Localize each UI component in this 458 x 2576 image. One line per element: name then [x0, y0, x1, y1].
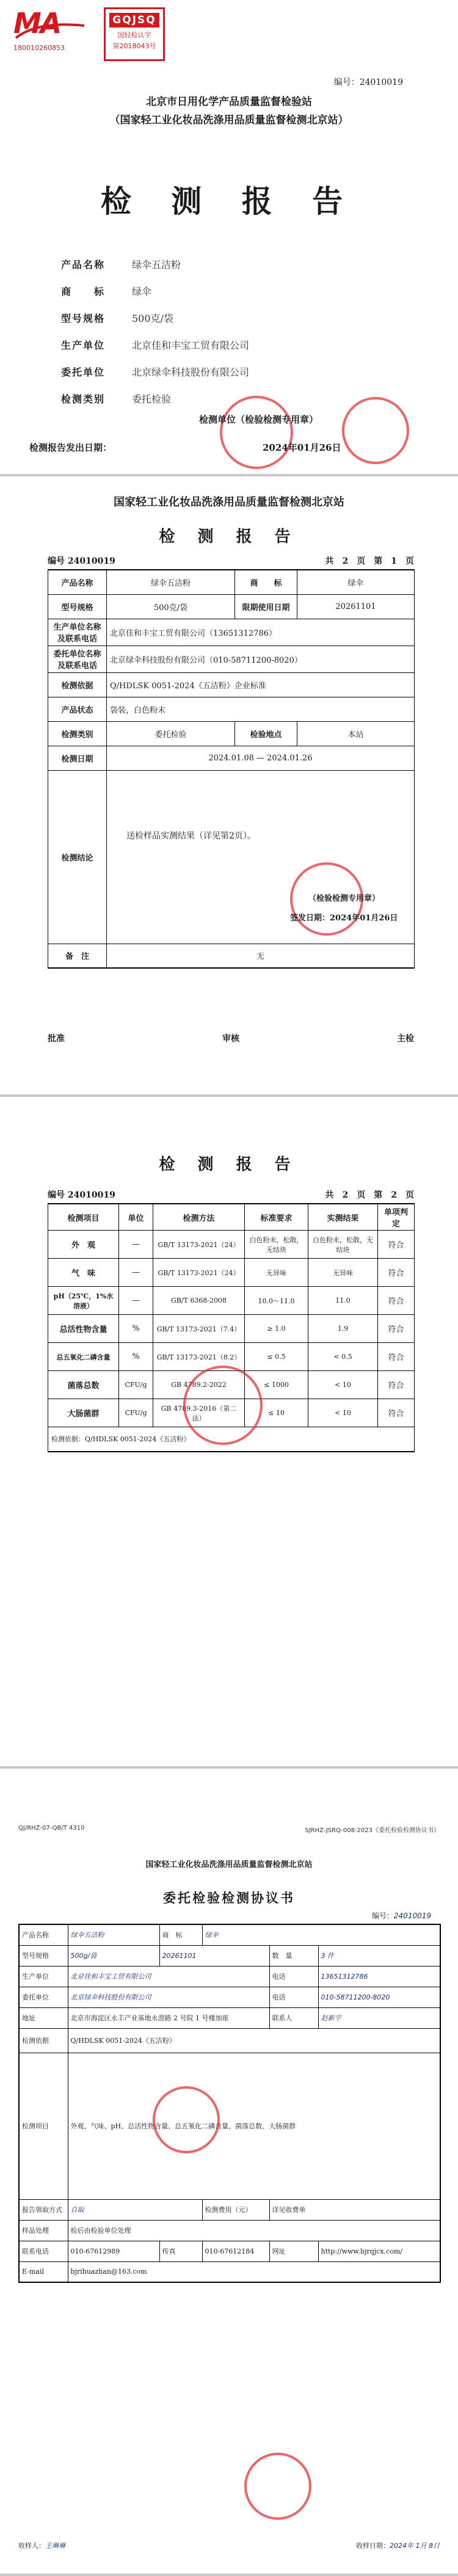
- cover-title: 检 测 报 告: [100, 183, 358, 219]
- cell-value: 500克/袋: [107, 594, 235, 619]
- receive-date-label: 收样日期: [356, 2542, 383, 2550]
- cell-judge: 符合: [378, 1259, 415, 1287]
- conclusion-text: 送检样品实测结果（详见第2页）。: [126, 831, 256, 841]
- cell-label: 检测费用（元）: [202, 2199, 269, 2220]
- doc-number-label: 编号：: [333, 78, 360, 87]
- cell-label: 检测结论: [48, 770, 107, 944]
- cell-label: 备 注: [48, 944, 107, 968]
- cell-judge: 符合: [378, 1231, 415, 1259]
- cell-value: 010-67612184: [202, 2241, 269, 2261]
- cover-page: [0, 0, 458, 476]
- table-header-row: [48, 1204, 415, 1231]
- info-value: 北京绿伞科技股份有限公司: [132, 366, 250, 378]
- info-value: 绿伞: [132, 285, 152, 297]
- cell-value: 绿伞五洁粉: [68, 1924, 159, 1945]
- cell-label: 型号规格: [19, 1945, 68, 1966]
- cell-judge: 符合: [378, 1315, 415, 1343]
- client-stamp: [153, 2086, 220, 2153]
- conclusion-date-value: 2024年01月26日: [330, 913, 398, 923]
- cma-swoosh-icon: [13, 20, 87, 44]
- cell-judge: 符合: [378, 1343, 415, 1371]
- cell-value: 委托检验: [107, 721, 235, 746]
- cell-label: 电话: [269, 1966, 318, 1987]
- cell-requirement: 白色粉末，松散，无结块: [245, 1231, 308, 1259]
- doc-number-value: 24010019: [359, 78, 403, 87]
- report-no-label: 编号: [48, 1190, 65, 1200]
- cell-value: 20261101: [159, 1945, 269, 1966]
- cell-value: http://www.bjrqjcx.com/: [318, 2241, 440, 2261]
- inspection-unit-label: 检测单位（检验检测专用章）: [199, 414, 319, 425]
- column-header: 检测项目: [48, 1204, 119, 1231]
- cell-result: 白色粉末，松散，无结块: [308, 1231, 378, 1259]
- conclusion-date: [290, 911, 398, 923]
- report-org: 国家轻工业化妆品洗涤用品质量监督检测北京站: [114, 496, 344, 509]
- reviewer-label: 审核: [222, 1034, 239, 1044]
- cell-requirement: ≤ 10: [245, 1399, 308, 1427]
- page-text: 页: [357, 1190, 366, 1200]
- cell-unit: %: [119, 1315, 153, 1343]
- cell-label: 检测依据: [19, 2028, 68, 2053]
- gqjsq-line1: 国轻检认字: [117, 31, 151, 39]
- cell-value: 北京佳和丰宝工贸有限公司（13651312786）: [107, 619, 415, 646]
- agreement-org: 国家轻工业化妆品洗涤用品质量监督检测北京站: [145, 1860, 313, 1869]
- table-row: [48, 1315, 415, 1343]
- receiver-label: 收样人: [18, 2542, 38, 2550]
- info-value: 北京佳和丰宝工贸有限公司: [132, 339, 250, 351]
- cover-doc-number: [334, 76, 403, 88]
- inspection-stamp: [183, 1366, 263, 1445]
- agreement-number-label: 编号：: [371, 1912, 394, 1920]
- conclusion-cell: [107, 770, 415, 944]
- cell-value: 北京绿伞科技股份有限公司: [68, 1987, 269, 2007]
- page-text: 第: [374, 556, 383, 566]
- issue-date-label: 检测报告发出日期：: [29, 442, 112, 453]
- cell-item: 菌落总数: [48, 1371, 119, 1399]
- receiver: 收样人：王琳琳: [18, 2542, 65, 2550]
- cell-label: 联系电话: [19, 2241, 68, 2261]
- cell-unit: —: [119, 1287, 153, 1315]
- cell-judge: 符合: [378, 1287, 415, 1315]
- org-line-1: 北京市日用化学产品质量监督检验站: [146, 96, 312, 108]
- info-value: 绿伞五洁粉: [132, 258, 181, 271]
- form-codes: [18, 1825, 440, 1834]
- cell-method: GB 4789.3-2016（第二法）: [153, 1399, 245, 1427]
- cell-item: 总五氧化二磷含量: [48, 1343, 119, 1371]
- cell-value: 自取: [68, 2199, 202, 2220]
- cell-judge: 符合: [378, 1399, 415, 1427]
- receiver-stamp: [244, 2453, 311, 2520]
- cell-value: Q/HDLSK 0051-2024《五洁粉》: [68, 2028, 440, 2053]
- form-code-left: QJ/RHZ-07-QB/T 4310: [18, 1825, 85, 1832]
- cell-label: 报告领取方式: [19, 2199, 68, 2220]
- cell-value: 外观、气味、pH、总活性物含量、总五氧化二磷含量、菌落总数、大肠菌群: [68, 2053, 440, 2199]
- receiver-name: 王琳琳: [45, 2542, 65, 2550]
- info-row: [61, 250, 403, 277]
- info-row: [61, 277, 403, 304]
- cell-value: 010-58711200-8020: [318, 1987, 440, 2007]
- cell-method: GB/T 13173-2021（24）: [153, 1231, 245, 1259]
- cell-label: 检测日期: [48, 746, 107, 770]
- page-text: 页: [405, 1190, 414, 1200]
- cell-value: bjrihuazhan@163.com: [68, 2261, 440, 2282]
- cell-value: Q/HDLSK 0051-2024《五洁粉》企业标准: [107, 672, 415, 697]
- issue-date-value: 2024年01月26日: [263, 442, 341, 453]
- results-footnote: 检测依据：Q/HDLSK 0051-2024《五洁粉》: [48, 1427, 415, 1452]
- report-results-page: [0, 1097, 458, 1769]
- page-current: 2: [391, 1190, 397, 1200]
- receiver-line: [18, 2541, 440, 2550]
- cell-requirement: ≥ 1.0: [245, 1315, 308, 1343]
- cell-label: 地址: [19, 2007, 68, 2028]
- cell-value: 3 件: [318, 1945, 440, 1966]
- agreement-page: [0, 1769, 458, 2576]
- cma-logo-text: MA: [13, 7, 61, 40]
- cell-item: 外 观: [48, 1231, 119, 1259]
- cell-requirement: ≤ 0.5: [245, 1343, 308, 1371]
- cell-judge: 符合: [378, 1371, 415, 1399]
- cell-value: 检后由检验单位处理: [68, 2220, 440, 2241]
- org-line-2: （国家轻工业化妆品洗涤用品质量监督检测北京站）: [109, 114, 349, 126]
- form-code-right: SJRHZ-JSRQ-008-2023《委托检验检测协议书》: [305, 1827, 440, 1834]
- cell-value: 2024.01.08 — 2024.01.26: [107, 746, 415, 770]
- cma-logo: [13, 9, 87, 52]
- gqjsq-title: GQJSQ: [109, 13, 159, 27]
- gqjsq-badge: [104, 7, 165, 61]
- cover-info-list: [61, 250, 403, 412]
- cell-value: 无: [107, 944, 415, 968]
- cell-label: 传真: [159, 2241, 202, 2261]
- receive-date: 收样日期：2024年 1月 8日: [356, 2542, 440, 2550]
- page-text: 页: [357, 556, 366, 566]
- cell-unit: CFU/g: [119, 1371, 153, 1399]
- column-header: 检测方法: [153, 1204, 245, 1231]
- cell-method: GB/T 13173-2021（24）: [153, 1259, 245, 1287]
- page-counter: [317, 555, 415, 567]
- cell-requirement: 10.0～11.0: [245, 1287, 308, 1315]
- page-total: 2: [342, 556, 349, 566]
- cell-result: < 10: [308, 1399, 378, 1427]
- cell-result: < 0.5: [308, 1343, 378, 1371]
- page-counter: [317, 1188, 415, 1201]
- cell-unit: —: [119, 1231, 153, 1259]
- agreement-table: [18, 1924, 441, 2283]
- cell-method: GB/T 6368-2008: [153, 1287, 245, 1315]
- cell-item: 总活性物含量: [48, 1315, 119, 1343]
- cell-label: 网址: [269, 2241, 318, 2261]
- cell-method: GB/T 13173-2021（7.4）: [153, 1315, 245, 1343]
- info-row: [61, 331, 403, 358]
- receive-date-value: 2024年 1月 8日: [390, 2542, 440, 2550]
- cell-label: 样品处理: [19, 2220, 68, 2241]
- info-label: 型号规格: [61, 312, 106, 324]
- report-no: 24010019: [67, 556, 115, 566]
- cell-method: GB/T 13173-2021（8.2）: [153, 1343, 245, 1371]
- info-label: 产品名称: [61, 258, 106, 271]
- report-meta: [48, 555, 414, 567]
- cell-label: 检测依据: [48, 672, 107, 697]
- cma-code: 180010260853: [13, 44, 65, 52]
- info-row: [61, 358, 403, 385]
- cell-label: 委托单位: [19, 1987, 68, 2007]
- cell-label: 产品名称: [19, 1924, 68, 1945]
- cell-result: < 10: [308, 1371, 378, 1399]
- page-text: 共: [325, 556, 334, 566]
- cell-label: E-mail: [19, 2261, 68, 2282]
- cell-label: 数 量: [269, 1945, 318, 1966]
- cell-unit: CFU/g: [119, 1399, 153, 1427]
- cell-method: GB 4789.2-2022: [153, 1371, 245, 1399]
- cell-requirement: 无异味: [245, 1259, 308, 1287]
- cell-value: 500g/袋: [68, 1945, 159, 1966]
- info-label: 商 标: [61, 285, 106, 297]
- cell-label: 生产单位名称及联系电话: [48, 619, 107, 646]
- info-value: 500克/袋: [132, 312, 173, 324]
- cell-label: 限期使用日期: [235, 594, 297, 619]
- cell-label: 生产单位: [19, 1966, 68, 1987]
- page-text: 共: [325, 1190, 334, 1200]
- cell-value: 绿伞: [202, 1924, 440, 1945]
- cell-item: 大肠菌群: [48, 1399, 119, 1427]
- cell-unit: %: [119, 1343, 153, 1371]
- report-summary-table: [48, 569, 415, 969]
- page-total: 2: [342, 1190, 349, 1200]
- inspector-label: 主检: [397, 1034, 414, 1044]
- report-title: 检 测 报 告: [159, 528, 299, 546]
- cell-result: 1.9: [308, 1315, 378, 1343]
- cell-value: 赵新宇: [318, 2007, 440, 2028]
- info-label: 委托单位: [61, 366, 106, 378]
- cell-value: 北京佳和丰宝工贸有限公司: [68, 1966, 269, 1987]
- agreement-title: 委托检验检测协议书: [163, 1890, 295, 1905]
- info-row: [61, 304, 403, 331]
- info-value: 委托检验: [132, 393, 172, 405]
- cell-label: 检验地点: [235, 721, 297, 746]
- report-summary-page: [0, 476, 458, 1097]
- cell-label: 商 标: [235, 570, 297, 594]
- cell-unit: —: [119, 1259, 153, 1287]
- cell-value: 010-67612989: [68, 2241, 159, 2261]
- agreement-number: [372, 1910, 431, 1921]
- info-label: 生产单位: [61, 339, 106, 351]
- column-header: 单位: [119, 1204, 153, 1231]
- table-row: [48, 1259, 415, 1287]
- column-header: 单项判定: [378, 1204, 415, 1231]
- official-stamp: [342, 397, 409, 464]
- cell-label: 检测类别: [48, 721, 107, 746]
- cell-label: 型号规格: [48, 594, 107, 619]
- approver-label: 批准: [48, 1034, 65, 1044]
- cell-label: 电话: [269, 1987, 318, 2007]
- cell-value: 北京绿伞科技股份有限公司（010-58711200-8020）: [107, 646, 415, 672]
- results-title: 检 测 报 告: [159, 1155, 299, 1174]
- report-no-label: 编号: [48, 556, 65, 566]
- cell-result: 无异味: [308, 1259, 378, 1287]
- report-no: 24010019: [67, 1190, 115, 1200]
- page-current: 1: [391, 556, 397, 566]
- cell-label: 委托单位名称及联系电话: [48, 646, 107, 672]
- cell-value: 袋装，白色粉末: [107, 697, 415, 721]
- cell-value: 本站: [297, 721, 415, 746]
- signature-row: [48, 1032, 414, 1044]
- cell-label: 产品名称: [48, 570, 107, 594]
- cell-value: 13651312786: [318, 1966, 440, 1987]
- agreement-number-value: 24010019: [393, 1912, 431, 1920]
- table-row: [48, 1231, 415, 1259]
- cell-value: 北京市海淀区永丰产业基地永澄路 2 号院 1 号楼加座: [68, 2007, 269, 2028]
- table-row: [48, 1287, 415, 1315]
- cell-label: 联系人: [269, 2007, 318, 2028]
- conclusion-stamp-label: （检验检测专用章）: [308, 893, 380, 903]
- page-text: 页: [405, 556, 414, 566]
- column-header: 实测结果: [308, 1204, 378, 1231]
- cell-value: 20261101: [297, 594, 415, 619]
- cell-value: 详见收费单: [269, 2199, 440, 2220]
- official-stamp: [220, 396, 293, 469]
- cell-value: 绿伞: [297, 570, 415, 594]
- cell-label: 产品状态: [48, 697, 107, 721]
- cell-requirement: ≤ 1000: [245, 1371, 308, 1399]
- gqjsq-line2: 第2018043号: [112, 42, 156, 50]
- cell-label: 商 标: [159, 1924, 202, 1945]
- info-label: 检测类别: [61, 393, 106, 405]
- column-header: 标准要求: [245, 1204, 308, 1231]
- page-text: 第: [374, 1190, 383, 1200]
- cell-value: 绿伞五洁粉: [107, 570, 235, 594]
- results-meta: [48, 1188, 414, 1201]
- cell-label: 检测项目: [19, 2053, 68, 2199]
- cell-item: 气 味: [48, 1259, 119, 1287]
- cell-item: pH（25℃，1%水溶液）: [48, 1287, 119, 1315]
- conclusion-date-label: 签发日期：: [290, 913, 330, 923]
- cell-result: 11.0: [308, 1287, 378, 1315]
